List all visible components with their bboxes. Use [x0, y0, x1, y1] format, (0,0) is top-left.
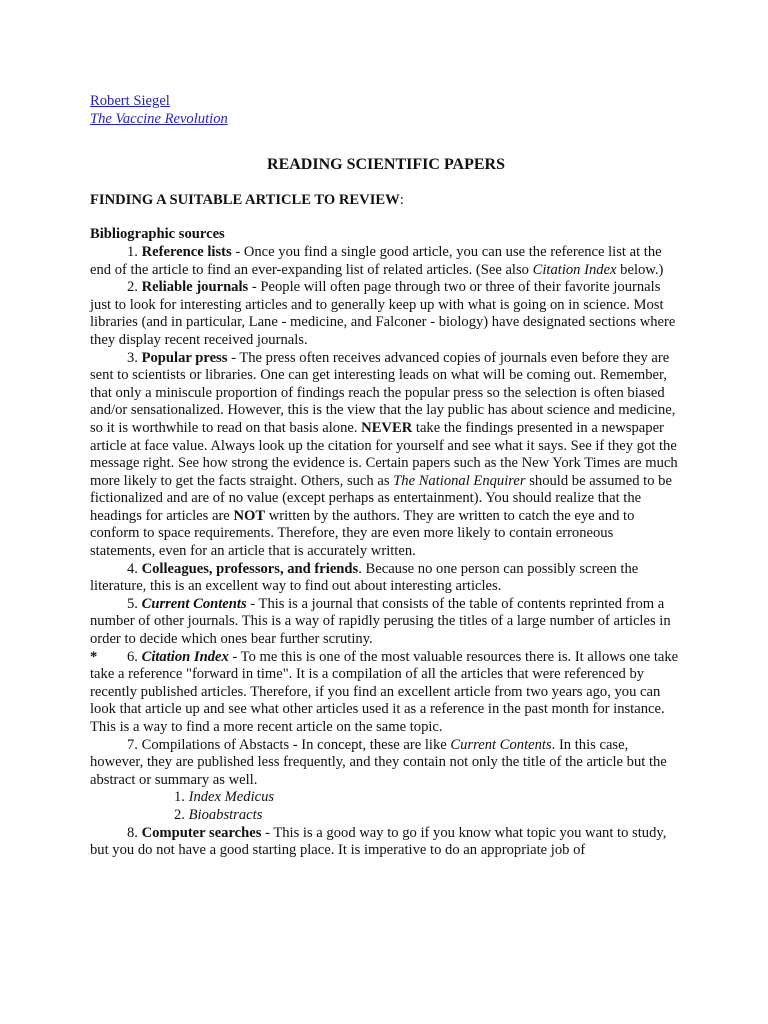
item-number: 4.	[127, 560, 142, 577]
subhead-colon: :	[399, 191, 404, 208]
item-body: written by the authors. They are written to catch the eye and to conform to space requirements. Therefore, they are even more likely to contain erroneous statements, even for an article that is accurately written.	[90, 507, 635, 560]
item-term: Citation Index	[141, 648, 229, 665]
item-term: Popular press	[141, 349, 228, 366]
item-term: Current Contents	[141, 595, 247, 612]
item-number: 3.	[127, 349, 142, 366]
sub-item-number: 1.	[174, 789, 189, 806]
item-number: 6.	[127, 648, 142, 665]
subhead-text: FINDING A SUITABLE ARTICLE TO REVIEW	[90, 191, 400, 208]
item-italic-ref: Current Contents	[450, 736, 552, 753]
item-body: - This is a good way to go if you know what topic you want to study, but you do not have a good starting place. It is imperative to do an appropriate job of	[90, 824, 667, 859]
emphasis-never: NEVER	[361, 419, 413, 436]
item-body: - The press often receives advanced copies of journals even before they are sent to scientists or libraries. One can get interesting leads on what will be coming out. Remember, that only a miniscule proportion of findings reach the popular press so the selection is often biased and/or sensationalized. However, this is the view that the lay public has about science and medicine, so it is worthwhile to read on that basis alone.	[90, 349, 676, 436]
item-italic-ref: The National Enquirer	[393, 472, 526, 489]
list-item-computer-searches	[90, 825, 682, 860]
document-page	[90, 93, 682, 860]
item-body: - To me this is one of the most valuable resources there is. It allows one take take a reference "forward in time". It is a compilation of all the articles that were referenced by recently published articles. Therefore, if you find an excellent article from two years ago, you can look that article up and see what other articles used it as a reference in the past month for instance. This is a way to find a more recent article on the same topic.	[90, 648, 679, 735]
item-body: - People will often page through two or three of their favorite journals just to look for interesting articles and to generally keep up with what is going on in science. Most libraries (and in particular, Lane - medicine, and Falconer - biology) have designated sections where they display recent received journals.	[90, 279, 676, 348]
sub-list-item-index-medicus	[90, 789, 682, 807]
item-number: 1.	[127, 243, 142, 260]
course-link[interactable]: The Vaccine Revolution	[90, 110, 228, 127]
list-item-citation-index	[90, 649, 682, 737]
list-item-current-contents	[90, 596, 682, 649]
list-item-reliable-journals	[90, 279, 682, 349]
emphasis-not: NOT	[233, 507, 266, 524]
item-italic-ref: Citation Index	[532, 261, 617, 278]
sub-list-item-bioabstracts	[90, 807, 682, 825]
list-item-colleagues	[90, 561, 682, 596]
item-number: 5.	[127, 595, 142, 612]
star-marker: *	[90, 648, 98, 665]
item-term: Reference lists	[141, 243, 232, 260]
item-number: 8.	[127, 824, 142, 841]
bibliographic-sources-heading: Bibliographic sources	[90, 226, 225, 243]
item-body: take the findings presented in a newspaper article at face value. Always look up the citation for yourself and see what it says. See if they got the message right. See how strong the evidence is. Certain papers such as the New York Times are much more likely to get the facts straight. Others, such as	[90, 419, 678, 489]
item-body: - This is a journal that consists of the table of contents reprinted from a number of other journals. This is a way of rapidly perusing the titles of a large number of articles in order to decide which ones bear further scrutiny.	[90, 595, 671, 648]
item-body: should be assumed to be fictionalized and are of no value (except perhaps as entertainment). You should realize that the headings for articles are	[90, 472, 672, 524]
item-term: Colleagues, professors, and friends	[141, 560, 359, 577]
author-link[interactable]: Robert Siegel	[90, 93, 170, 109]
item-term: Reliable journals	[141, 279, 249, 296]
page-title: READING SCIENTIFIC PAPERS	[267, 156, 505, 174]
list-item-popular-press	[90, 350, 682, 561]
list-item-compilations	[90, 737, 682, 790]
sub-item-number: 2.	[174, 806, 189, 823]
item-number: 7.	[127, 736, 142, 753]
item-number: 2.	[127, 279, 142, 296]
item-body: - Once you find a single good article, you can use the reference list at the end of the article to find an ever-expanding list of related articles. (See also	[90, 243, 662, 278]
item-body: below.)	[616, 261, 664, 278]
item-body: Compilations of Abstacts - In concept, these are like	[141, 736, 451, 753]
item-term: Computer searches	[141, 824, 262, 841]
item-body: . In this case, however, they are published less frequently, and they contain not only the title of the article but the abstract or summary as well.	[90, 736, 667, 788]
sub-item-name: Bioabstracts	[188, 806, 263, 823]
section-subhead	[90, 192, 682, 210]
item-body: . Because no one person can possibly screen the literature, this is an excellent way to find out about interesting articles.	[90, 560, 639, 595]
sub-item-name: Index Medicus	[188, 789, 275, 806]
list-item-reference-lists	[90, 244, 682, 279]
